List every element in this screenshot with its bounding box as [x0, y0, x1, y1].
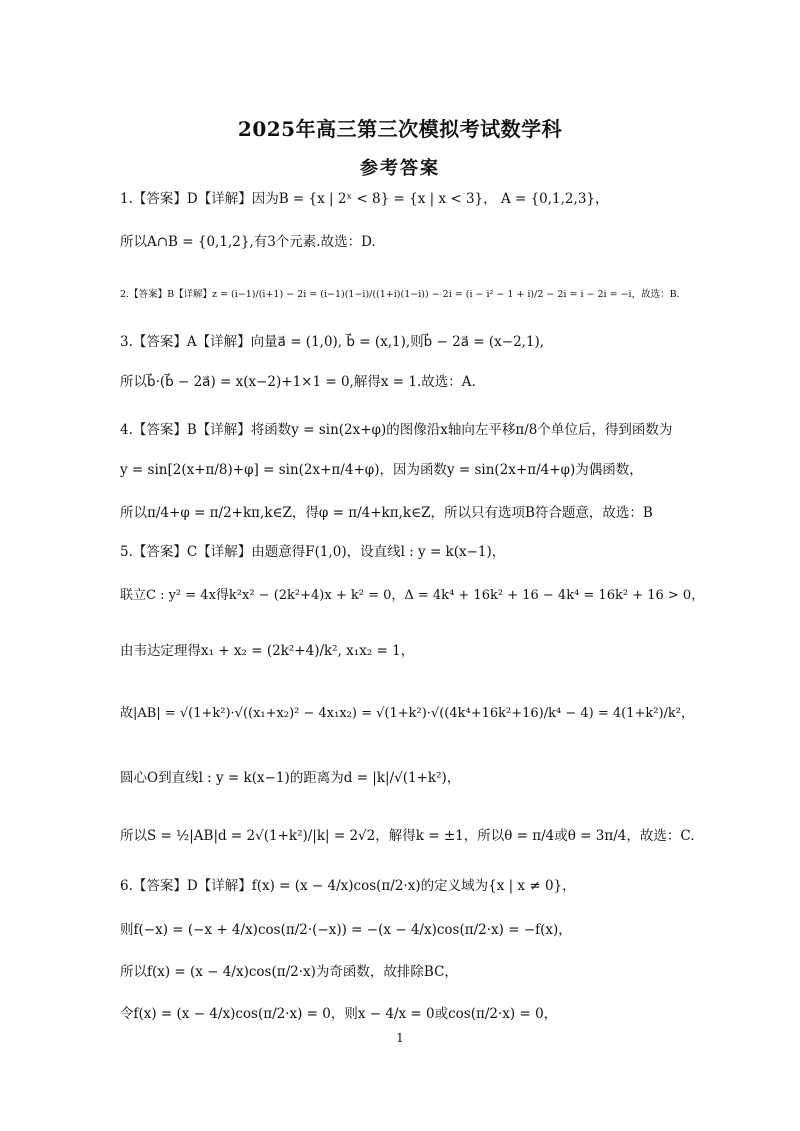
answer-line: 2.【答案】B【详解】z = (i−1)/(i+1) − 2i = (i−1)(1−i)/((1+i)(1−i)) − 2i = (i − i² − 1 + i)/2 − 2i = i − 2i = −i，故选：B. [120, 289, 680, 300]
answer-line: 所以f(x) = (x − 4/x)cos(π/2·x)为奇函数，故排除BC， [120, 964, 458, 980]
answer-line: 令f(x) = (x − 4/x)cos(π/2·x) = 0，则x − 4/x = 0或cos(π/2·x) = 0， [120, 1006, 558, 1022]
answer-line: y = sin[2(x+π/8)+φ] = sin(2x+π/4+φ)，因为函数y = sin(2x+π/4+φ)为偶函数， [120, 462, 643, 478]
answer-line: 6.【答案】D【详解】f(x) = (x − 4/x)cos(π/2·x)的定义域为{x | x ≠ 0}， [120, 878, 576, 894]
answer-line: 4.【答案】B【详解】将函数y = sin(2x+φ)的图像沿x轴向左平移π/8个单位后，得到函数为 [120, 422, 673, 438]
answer-line: 由韦达定理得x₁ + x₂ = (2k²+4)/k², x₁x₂ = 1， [120, 643, 415, 659]
answer-line: 圆心O到直线l : y = k(x−1)的距离为d = |k|/√(1+k²)， [120, 770, 461, 786]
answer-line: 5.【答案】C【详解】由题意得F(1,0)，设直线l : y = k(x−1)， [120, 544, 506, 560]
answer-line: 所以A∩B = {0,1,2},有3个元素.故选：D. [120, 234, 376, 250]
answer-line: 1.【答案】D【详解】因为B = {x | 2ˣ < 8} = {x | x < 3}， A = {0,1,2,3}， [120, 191, 609, 207]
answer-line: 所以b⃗·(b⃗ − 2a⃗) = x(x−2)+1×1 = 0,解得x = 1.故选：A. [120, 374, 476, 390]
answer-line: 则f(−x) = (−x + 4/x)cos(π/2·(−x)) = −(x − 4/x)cos(π/2·x) = −f(x)， [120, 922, 572, 938]
page-number: 1 [396, 1031, 404, 1045]
answer-line: 联立C : y² = 4x得k²x² − (2k²+4)x + k² = 0，Δ = 4k⁴ + 16k² + 16 − 4k⁴ = 16k² + 16 > 0， [120, 588, 705, 603]
answer-line: 3.【答案】A【详解】向量a⃗ = (1,0), b⃗ = (x,1),则b⃗ − 2a⃗ = (x−2,1), [120, 334, 545, 350]
answer-line: 所以S = ½|AB|d = 2√(1+k²)/|k| = 2√2，解得k = ±1，所以θ = π/4或θ = 3π/4，故选：C. [120, 828, 695, 844]
answer-line: 所以π/4+φ = π/2+kπ,k∈Z，得φ = π/4+kπ,k∈Z，所以只有选项B符合题意，故选：B [120, 505, 653, 521]
document-subtitle: 参考答案 [360, 158, 440, 179]
answer-line: 故|AB| = √(1+k²)·√((x₁+x₂)² − 4x₁x₂) = √(1+k²)·√((4k⁴+16k²+16)/k⁴ − 4) = 4(1+k²)/k²， [120, 706, 694, 721]
document-title: 2025年高三第三次模拟考试数学科 [237, 117, 563, 141]
